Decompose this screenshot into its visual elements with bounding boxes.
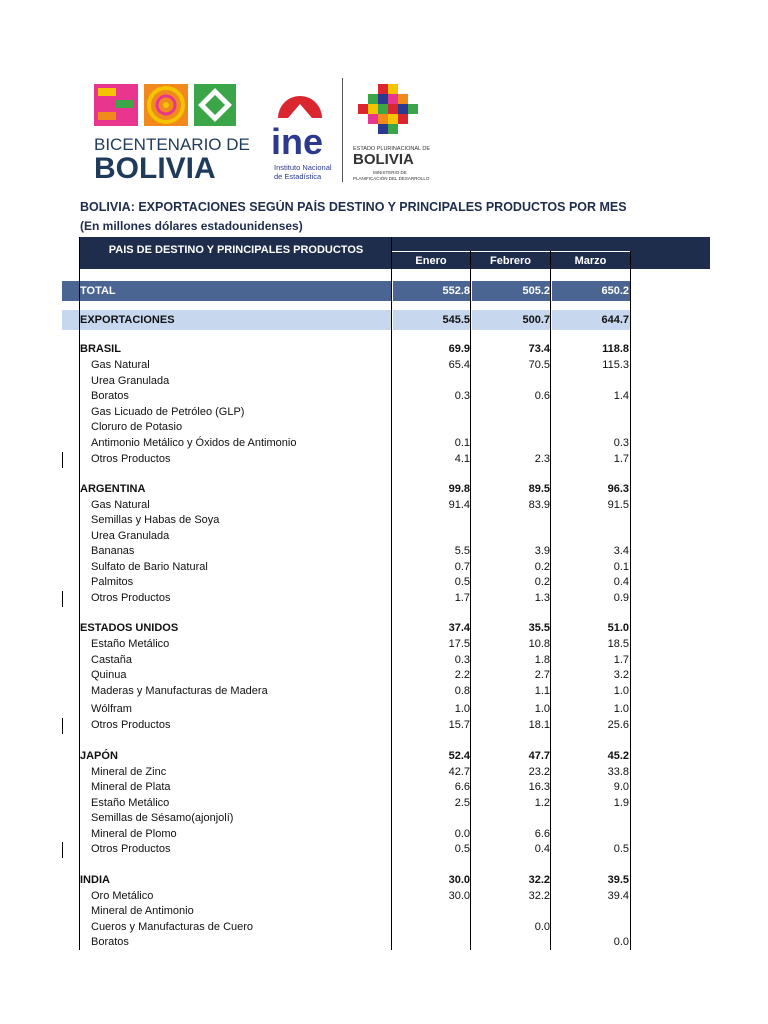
value-febrero: 0.2 (534, 561, 550, 573)
value-febrero: 16.3 (528, 781, 550, 793)
col-header-products: PAIS DE DESTINO Y PRINCIPALES PRODUCTOS (108, 244, 364, 256)
product-row (80, 904, 630, 919)
col-header-enero: Enero (415, 255, 447, 267)
value-enero: 2.5 (454, 797, 470, 809)
exportaciones-row (80, 313, 630, 328)
value-marzo: 0.1 (613, 561, 629, 573)
value-febrero: 0.2 (534, 576, 550, 588)
value-marzo: 25.6 (607, 719, 629, 731)
total-row (80, 284, 630, 299)
product-label: Otros Productos (91, 843, 171, 855)
value-enero: 65.4 (448, 359, 470, 371)
product-row (80, 668, 630, 683)
value-enero: 1.7 (454, 592, 470, 604)
country-label: BRASIL (80, 343, 121, 355)
value-enero: 69.9 (448, 343, 470, 355)
value-enero: 5.5 (454, 545, 470, 557)
product-label: Quinua (91, 669, 127, 681)
value-enero: 37.4 (448, 622, 470, 634)
col-divider-4 (630, 251, 631, 950)
product-label: Estaño Metálico (91, 797, 170, 809)
total-febrero: 505.2 (522, 285, 550, 297)
product-row (80, 513, 630, 528)
value-febrero: 83.9 (528, 499, 550, 511)
value-febrero: 2.7 (534, 669, 550, 681)
svg-text:de Estadística: de Estadística (274, 172, 322, 181)
value-enero: 15.7 (448, 719, 470, 731)
value-febrero: 70.5 (528, 359, 550, 371)
product-row (80, 684, 630, 699)
product-label: Wólfram (91, 703, 132, 715)
country-row (80, 482, 630, 497)
svg-text:Instituto Nacional: Instituto Nacional (274, 163, 332, 172)
margin-mark (62, 718, 63, 734)
exportaciones-febrero: 500.7 (522, 314, 550, 326)
value-marzo: 1.9 (613, 797, 629, 809)
product-row (80, 718, 630, 733)
ine-logo (271, 78, 343, 182)
value-marzo: 45.2 (607, 750, 629, 762)
exportaciones-enero: 545.5 (442, 314, 470, 326)
value-enero: 0.5 (454, 843, 470, 855)
product-row (80, 452, 630, 467)
product-row (80, 591, 630, 606)
value-enero: 0.8 (454, 685, 470, 697)
bicentenario-logo (94, 84, 250, 185)
product-row (80, 796, 630, 811)
product-row (80, 811, 630, 826)
product-row (80, 374, 630, 389)
product-row (80, 842, 630, 857)
country-row (80, 342, 630, 357)
value-enero: 1.0 (454, 703, 470, 715)
value-marzo: 51.0 (607, 622, 629, 634)
product-row (80, 702, 630, 717)
value-febrero: 18.1 (528, 719, 550, 731)
product-label: Palmitos (91, 576, 134, 588)
value-febrero: 73.4 (528, 343, 550, 355)
value-marzo: 0.0 (613, 936, 629, 948)
margin-mark (62, 452, 63, 468)
ine-text: ine (271, 121, 324, 162)
value-febrero: 6.6 (534, 828, 550, 840)
product-label: Mineral de Antimonio (91, 905, 194, 917)
value-febrero: 1.8 (534, 654, 550, 666)
value-febrero: 0.4 (534, 843, 550, 855)
total-enero: 552.8 (442, 285, 470, 297)
value-enero: 0.5 (454, 576, 470, 588)
country-row (80, 621, 630, 636)
svg-text:BOLIVIA: BOLIVIA (353, 151, 414, 168)
value-enero: 30.0 (448, 890, 470, 902)
value-enero: 0.3 (454, 654, 470, 666)
value-febrero: 1.1 (534, 685, 550, 697)
col-header-febrero: Febrero (490, 255, 531, 267)
value-enero: 99.8 (448, 483, 470, 495)
product-label: Bananas (91, 545, 135, 557)
product-label: Antimonio Metálico y Óxidos de Antimonio (91, 437, 297, 449)
product-row (80, 498, 630, 513)
country-label: INDIA (80, 874, 110, 886)
report-title: BOLIVIA: EXPORTACIONES SEGÚN PAÍS DESTINO Y PRINCIPALES PRODUCTOS POR MES (80, 200, 627, 214)
value-enero: 4.1 (454, 453, 470, 465)
country-row (80, 749, 630, 764)
value-febrero: 32.2 (528, 874, 550, 886)
value-enero: 0.7 (454, 561, 470, 573)
value-marzo: 39.5 (607, 874, 629, 886)
product-label: Mineral de Zinc (91, 766, 167, 778)
value-marzo: 115.3 (602, 359, 629, 371)
product-label: Mineral de Plata (91, 781, 171, 793)
value-marzo: 1.7 (613, 453, 629, 465)
product-row (80, 560, 630, 575)
product-label: Cueros y Manufacturas de Cuero (91, 921, 254, 933)
total-marzo: 650.2 (601, 285, 629, 297)
product-label: Sulfato de Bario Natural (91, 561, 208, 573)
value-marzo: 3.2 (613, 669, 629, 681)
product-row (80, 405, 630, 420)
product-label: Otros Productos (91, 719, 171, 731)
value-marzo: 0.3 (613, 437, 629, 449)
product-row (80, 780, 630, 795)
product-label: Maderas y Manufacturas de Madera (91, 685, 268, 697)
value-marzo: 1.7 (613, 654, 629, 666)
value-enero: 0.0 (454, 828, 470, 840)
value-marzo: 0.9 (613, 592, 629, 604)
product-label: Gas Natural (91, 499, 150, 511)
bolivia-text: BOLIVIA (94, 152, 216, 185)
value-marzo: 3.4 (613, 545, 629, 557)
country-label: ESTADOS UNIDOS (80, 622, 179, 634)
svg-text:PLANIFICACIÓN DEL DESARROLLO: PLANIFICACIÓN DEL DESARROLLO (353, 176, 430, 181)
product-label: Semillas y Habas de Soya (91, 514, 220, 526)
value-marzo: 96.3 (607, 483, 629, 495)
product-row (80, 637, 630, 652)
value-febrero: 1.3 (534, 592, 550, 604)
product-label: Boratos (91, 936, 129, 948)
product-row (80, 389, 630, 404)
product-row (80, 436, 630, 451)
margin-mark (62, 842, 63, 858)
product-label: Urea Granulada (91, 530, 170, 542)
value-enero: 42.7 (448, 766, 470, 778)
product-label: Gas Licuado de Petróleo (GLP) (91, 406, 245, 418)
product-row (80, 765, 630, 780)
product-label: Otros Productos (91, 592, 171, 604)
value-marzo: 39.4 (607, 890, 629, 902)
value-marzo: 0.4 (613, 576, 629, 588)
value-febrero: 1.0 (534, 703, 550, 715)
product-label: Castaña (91, 654, 132, 666)
header-divider (392, 251, 630, 252)
product-label: Gas Natural (91, 359, 150, 371)
exportaciones-label: EXPORTACIONES (80, 314, 175, 326)
country-row (80, 873, 630, 888)
product-label: Semillas de Sésamo(ajonjolí) (91, 812, 234, 824)
country-label: JAPÓN (80, 750, 118, 762)
product-row (80, 827, 630, 842)
estado-plurinacional-logo (353, 84, 430, 181)
product-label: Estaño Metálico (91, 638, 170, 650)
total-label: TOTAL (80, 285, 116, 297)
product-row (80, 575, 630, 590)
product-row (80, 920, 630, 935)
value-enero: 2.2 (454, 669, 470, 681)
report-subtitle: (En millones dólares estadounidenses) (80, 219, 303, 233)
country-label: ARGENTINA (80, 483, 146, 495)
value-febrero: 47.7 (528, 750, 550, 762)
logos-banner (78, 70, 448, 190)
product-label: Otros Productos (91, 453, 171, 465)
value-enero: 0.1 (454, 437, 470, 449)
product-row (80, 889, 630, 904)
value-febrero: 32.2 (528, 890, 550, 902)
svg-text:ESTADO PLURINACIONAL DE: ESTADO PLURINACIONAL DE (353, 146, 431, 152)
product-label: Mineral de Plomo (91, 828, 177, 840)
value-febrero: 0.6 (534, 390, 550, 402)
value-marzo: 1.4 (613, 390, 629, 402)
product-label: Oro Metálico (91, 890, 154, 902)
bicentenario-text: BICENTENARIO DE (94, 135, 250, 154)
value-febrero: 1.2 (534, 797, 550, 809)
product-row (80, 935, 630, 950)
product-row (80, 358, 630, 373)
product-row (80, 653, 630, 668)
value-marzo: 33.8 (607, 766, 629, 778)
value-febrero: 10.8 (528, 638, 550, 650)
value-marzo: 1.0 (613, 703, 629, 715)
value-enero: 0.3 (454, 390, 470, 402)
value-marzo: 18.5 (607, 638, 629, 650)
margin-mark (62, 591, 63, 607)
value-enero: 52.4 (448, 750, 470, 762)
value-febrero: 0.0 (534, 921, 550, 933)
product-label: Cloruro de Potasio (91, 421, 183, 433)
value-febrero: 3.9 (534, 545, 550, 557)
value-enero: 30.0 (448, 874, 470, 886)
exportaciones-marzo: 644.7 (601, 314, 629, 326)
product-row (80, 529, 630, 544)
product-label: Urea Granulada (91, 375, 170, 387)
value-marzo: 91.5 (607, 499, 629, 511)
value-febrero: 89.5 (528, 483, 550, 495)
col-header-marzo: Marzo (574, 255, 607, 267)
product-row (80, 544, 630, 559)
value-febrero: 35.5 (528, 622, 550, 634)
product-label: Boratos (91, 390, 129, 402)
product-row (80, 420, 630, 435)
value-febrero: 2.3 (534, 453, 550, 465)
value-enero: 91.4 (448, 499, 470, 511)
value-enero: 6.6 (454, 781, 470, 793)
value-marzo: 1.0 (613, 685, 629, 697)
value-marzo: 118.8 (602, 343, 629, 355)
svg-text:MINISTERIO DE: MINISTERIO DE (373, 170, 407, 175)
value-febrero: 23.2 (528, 766, 550, 778)
value-marzo: 0.5 (613, 843, 629, 855)
value-marzo: 9.0 (613, 781, 629, 793)
value-enero: 17.5 (448, 638, 470, 650)
